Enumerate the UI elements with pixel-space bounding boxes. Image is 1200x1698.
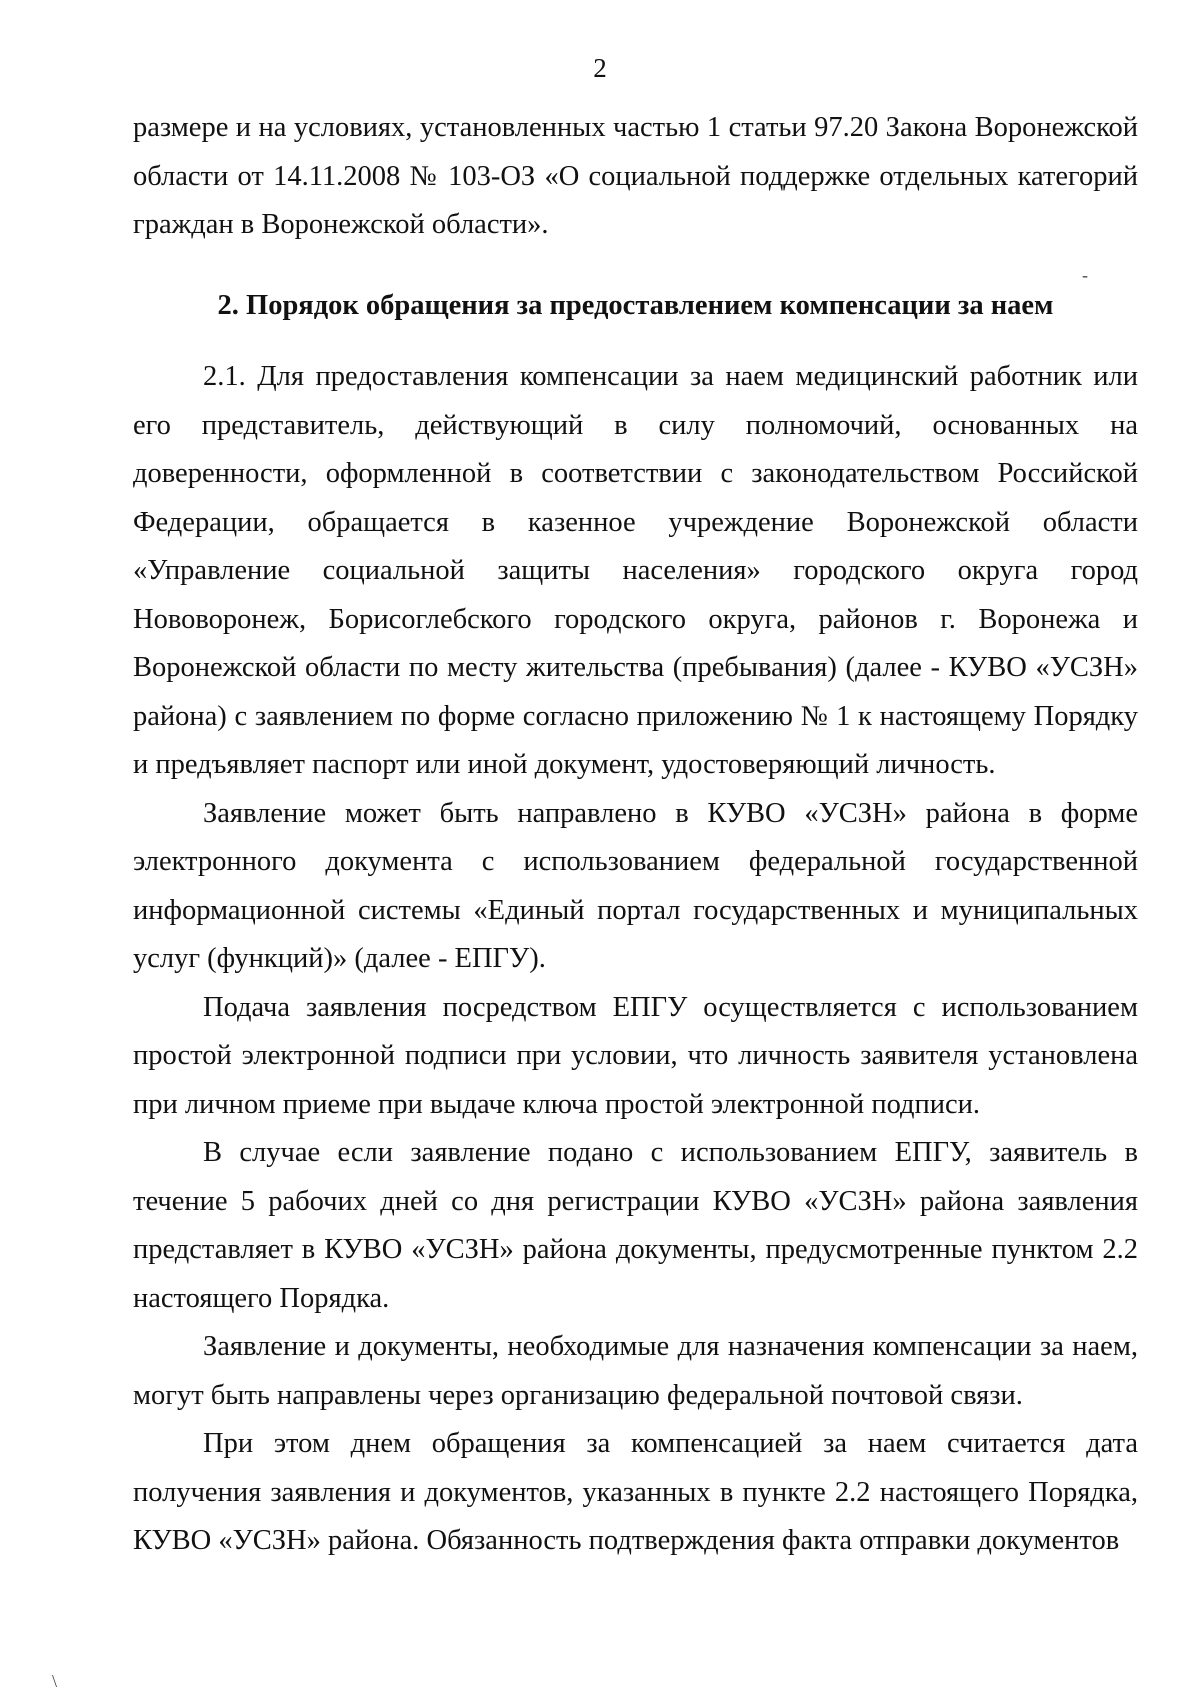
paragraph-epgu-submission: Подача заявления посредством ЕПГУ осуществляется с использованием простой электронной подписи при условии, что личность заявителя установлена при личном приеме при выдаче ключа простой электронной подписи. (133, 991, 1138, 1120)
paragraph-2-1: 2.1. Для предоставления компенсации за наем медицинский работник или его представитель, действующий в силу полномочий, основанных на доверенности, оформленной в соответствии с законодательством Российской Федерации, обращается в казенное учреждение Воронежской области «Управление социальной защиты населения» городского округа город Нововоронеж, Борисоглебского городского округа, районов г. Воронежа и Воронежской области по месту жительства (пребывания) (далее - КУВО «УСЗН» района) с заявлением по форме согласно приложению № 1 к настоящему Порядку и предъявляет паспорт или иной документ, удостоверяющий личность. (133, 361, 1138, 780)
paragraph-documents-deadline: В случае если заявление подано с использованием ЕПГУ, заявитель в течение 5 рабочих дней со дня регистрации КУВО «УСЗН» района заявления представляет в КУВО «УСЗН» района документы, предусмотренные пунктом 2.2 настоящего Порядка. (133, 1137, 1138, 1314)
scan-mark: - (1082, 265, 1088, 285)
paragraph-electronic-application: Заявление может быть направлено в КУВО «УСЗН» района в форме электронного документа с использованием федеральной государственной информационной системы «Единый портал государственных и муниципальных услуг (функций)» (далее - ЕПГУ). (133, 797, 1138, 974)
document-body (133, 104, 1138, 1566)
section-heading: 2. Порядок обращения за предоставлением компенсации за наем (217, 289, 1054, 321)
intro-paragraph: размере и на условиях, установленных частью 1 статьи 97.20 Закона Воронежской области от 14.11.2008 № 103-ОЗ «О социальной поддержке отдельных категорий граждан в Воронежской области». (133, 112, 1138, 240)
page-number: 2 (593, 53, 607, 83)
paragraph-application-date: При этом днем обращения за компенсацией за наем считается дата получения заявления и документов, указанных в пункте 2.2 настоящего Порядка, КУВО «УСЗН» района. Обязанность подтверждения факта отправки документов (133, 1428, 1138, 1556)
scan-mark: \ (52, 1671, 58, 1691)
paragraph-postal-delivery: Заявление и документы, необходимые для назначения компенсации за наем, могут быть направлены через организацию федеральной почтовой связи. (133, 1331, 1138, 1411)
